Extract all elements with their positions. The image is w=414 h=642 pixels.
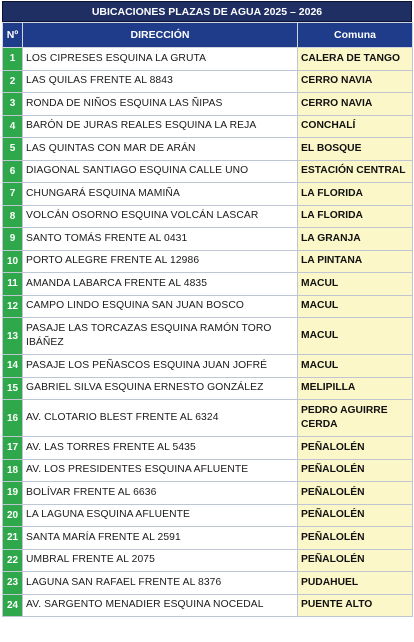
row-number: 4 (3, 115, 23, 138)
row-direccion: AMANDA LABARCA FRENTE AL 4835 (23, 273, 298, 296)
row-comuna: PEDRO AGUIRRE CERDA (298, 400, 413, 437)
table-row (3, 504, 413, 527)
table-row (3, 160, 413, 183)
table-row (3, 250, 413, 273)
row-direccion: CAMPO LINDO ESQUINA SAN JUAN BOSCO (23, 295, 298, 318)
row-direccion: CHUNGARÁ ESQUINA MAMIÑA (23, 183, 298, 206)
table-row (3, 459, 413, 482)
row-direccion: BARÓN DE JURAS REALES ESQUINA LA REJA (23, 115, 298, 138)
locations-sheet (2, 1, 412, 617)
row-direccion: BOLÍVAR FRENTE AL 6636 (23, 482, 298, 505)
table-row (3, 549, 413, 572)
row-number: 13 (3, 318, 23, 355)
row-number: 18 (3, 459, 23, 482)
row-direccion: AV. LOS PRESIDENTES ESQUINA AFLUENTE (23, 459, 298, 482)
row-comuna: MACUL (298, 273, 413, 296)
row-number: 22 (3, 549, 23, 572)
row-direccion: GABRIEL SILVA ESQUINA ERNESTO GONZÁLEZ (23, 377, 298, 400)
row-direccion: PASAJE LAS TORCAZAS ESQUINA RAMÓN TORO IBÁÑEZ (23, 318, 298, 355)
row-number: 11 (3, 273, 23, 296)
row-number: 21 (3, 527, 23, 550)
row-comuna: MELIPILLA (298, 377, 413, 400)
row-number: 3 (3, 93, 23, 116)
table-row (3, 318, 413, 355)
row-direccion: AV. SARGENTO MENADIER ESQUINA NOCEDAL (23, 594, 298, 617)
table-row (3, 48, 413, 71)
row-direccion: VOLCÁN OSORNO ESQUINA VOLCÁN LASCAR (23, 205, 298, 228)
row-direccion: AV. CLOTARIO BLEST FRENTE AL 6324 (23, 400, 298, 437)
row-direccion: SANTA MARÍA FRENTE AL 2591 (23, 527, 298, 550)
table-row (3, 205, 413, 228)
row-direccion: LAS QUILAS FRENTE AL 8843 (23, 70, 298, 93)
table-row (3, 115, 413, 138)
row-comuna: PEÑALOLÉN (298, 549, 413, 572)
row-comuna: LA GRANJA (298, 228, 413, 251)
table-row (3, 70, 413, 93)
table-row (3, 527, 413, 550)
row-direccion: DIAGONAL SANTIAGO ESQUINA CALLE UNO (23, 160, 298, 183)
row-number: 24 (3, 594, 23, 617)
table-row (3, 437, 413, 460)
row-number: 12 (3, 295, 23, 318)
locations-table (2, 22, 413, 617)
table-row (3, 400, 413, 437)
row-direccion: PASAJE LOS PEÑASCOS ESQUINA JUAN JOFRÉ (23, 355, 298, 378)
table-row (3, 138, 413, 161)
row-number: 9 (3, 228, 23, 251)
header-row (3, 23, 413, 48)
row-number: 7 (3, 183, 23, 206)
row-comuna: LA FLORIDA (298, 205, 413, 228)
row-number: 14 (3, 355, 23, 378)
table-row (3, 273, 413, 296)
row-comuna: LA PINTANA (298, 250, 413, 273)
table-row (3, 228, 413, 251)
row-comuna: CERRO NAVIA (298, 93, 413, 116)
row-number: 20 (3, 504, 23, 527)
row-comuna: PEÑALOLÉN (298, 437, 413, 460)
row-comuna: CONCHALÍ (298, 115, 413, 138)
table-row (3, 572, 413, 595)
row-comuna: CALERA DE TANGO (298, 48, 413, 71)
row-comuna: PUDAHUEL (298, 572, 413, 595)
row-direccion: UMBRAL FRENTE AL 2075 (23, 549, 298, 572)
row-number: 6 (3, 160, 23, 183)
row-comuna: CERRO NAVIA (298, 70, 413, 93)
row-direccion: AV. LAS TORRES FRENTE AL 5435 (23, 437, 298, 460)
row-number: 1 (3, 48, 23, 71)
row-comuna: MACUL (298, 295, 413, 318)
header-comuna: Comuna (298, 23, 413, 48)
table-row (3, 355, 413, 378)
row-number: 8 (3, 205, 23, 228)
row-number: 5 (3, 138, 23, 161)
row-comuna: PUENTE ALTO (298, 594, 413, 617)
row-number: 15 (3, 377, 23, 400)
row-number: 10 (3, 250, 23, 273)
sheet-title: UBICACIONES PLAZAS DE AGUA 2025 – 2026 (2, 1, 412, 22)
row-comuna: PEÑALOLÉN (298, 504, 413, 527)
row-comuna: PEÑALOLÉN (298, 527, 413, 550)
table-row (3, 183, 413, 206)
row-number: 19 (3, 482, 23, 505)
row-number: 2 (3, 70, 23, 93)
row-number: 23 (3, 572, 23, 595)
row-comuna: EL BOSQUE (298, 138, 413, 161)
row-direccion: LAS QUINTAS CON MAR DE ARÁN (23, 138, 298, 161)
table-row (3, 482, 413, 505)
row-comuna: PEÑALOLÉN (298, 459, 413, 482)
row-direccion: RONDA DE NIÑOS ESQUINA LAS ÑIPAS (23, 93, 298, 116)
row-comuna: LA FLORIDA (298, 183, 413, 206)
row-number: 17 (3, 437, 23, 460)
table-body (3, 48, 413, 617)
row-direccion: PORTO ALEGRE FRENTE AL 12986 (23, 250, 298, 273)
header-direccion: DIRECCIÓN (23, 23, 298, 48)
table-row (3, 93, 413, 116)
row-direccion: SANTO TOMÁS FRENTE AL 0431 (23, 228, 298, 251)
table-row (3, 295, 413, 318)
table-row (3, 594, 413, 617)
row-comuna: ESTACIÓN CENTRAL (298, 160, 413, 183)
header-number: Nº (3, 23, 23, 48)
row-number: 16 (3, 400, 23, 437)
row-direccion: LA LAGUNA ESQUINA AFLUENTE (23, 504, 298, 527)
row-comuna: PEÑALOLÉN (298, 482, 413, 505)
row-direccion: LOS CIPRESES ESQUINA LA GRUTA (23, 48, 298, 71)
row-comuna: MACUL (298, 318, 413, 355)
table-row (3, 377, 413, 400)
row-direccion: LAGUNA SAN RAFAEL FRENTE AL 8376 (23, 572, 298, 595)
row-comuna: MACUL (298, 355, 413, 378)
